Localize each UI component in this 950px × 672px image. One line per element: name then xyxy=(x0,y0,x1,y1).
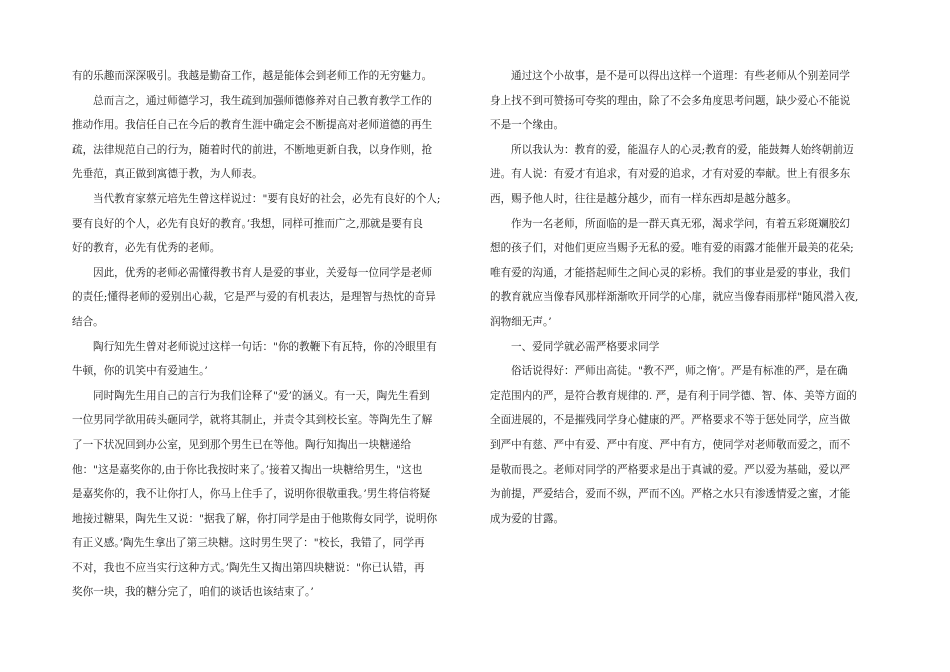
text-line: 有正义感。’陶先生拿出了第三块糖。这时男生哭了："校长，我错了，同学再 xyxy=(72,537,425,550)
text-line: 先垂范，真正做到寓德于教，为人师表。 xyxy=(72,168,263,181)
text-line: 了一下状况回到办公室，见到那个男生已在等他。陶行知掏出一块糖递给 xyxy=(72,438,411,451)
text-line: 身上找不到可赞扬可夸奖的理由，除了不会多角度思考问题，缺少爱心不能说 xyxy=(490,94,851,107)
text-line: 好的教育，必先有优秀的老师。 xyxy=(72,242,221,255)
text-line: 润物细无声。’ xyxy=(490,315,552,328)
text-line: 是敬而畏之。老师对同学的严格要求是出于真诚的爱。严以爱为基础，爱以严 xyxy=(490,463,851,476)
text-line: 定范围内的严，是符合教育规律的. 严，是有利于同学德、智、体、美等方面的 xyxy=(490,389,857,402)
text-line: 推动作用。我信任自己在今后的教育生涯中确定会不断提高对老师道德的再生 xyxy=(72,119,433,132)
text-line: 进。有人说：有爱才有追求，有对爱的追求，才有对爱的奉献。世上有很多东 xyxy=(490,168,851,181)
text-line: 因此，优秀的老师必需懂得教书育人是爱的事业，关爱每一位同学是老师 xyxy=(93,266,432,279)
text-line: 一、爱同学就必需严格要求同学 xyxy=(511,340,660,353)
right-text-column xyxy=(490,64,874,531)
text-line: 要有良好的个人，必先有良好的教育。’我想，同样可推而广之,那就是要有良 xyxy=(72,217,424,230)
text-line: 的责任;懂得老师的爱别出心裁，它是严与爱的有机表达，是理智与热忱的奇异 xyxy=(72,291,436,304)
text-line: 牛顿，你的讥笑中有爱迪生。’ xyxy=(72,365,208,378)
text-line: 一位男同学欲用砖头砸同学，就将其制止，并责令其到校长室。等陶先生了解 xyxy=(72,414,433,427)
text-line: 同时陶先生用自己的言行为我们诠释了"爱’的涵义。有一天，陶先生看到 xyxy=(93,389,430,402)
text-line: 为前提，严爱结合，爱而不纵，严而不凶。严格之水只有渗透情爱之蜜，才能 xyxy=(490,488,851,501)
text-line: 总而言之，通过师德学习，我生疏到加强师德修养对自己教育教学工作的 xyxy=(93,94,432,107)
text-line: 全面进展的，不是摧残同学身心健康的严。严格要求不等于惩处同学，应当做 xyxy=(490,414,851,427)
text-line: 所以我认为：教育的爱，能温存人的心灵;教育的爱，能鼓舞人始终朝前迈 xyxy=(511,143,854,156)
text-line: 的教育就应当像春风那样渐渐吹开同学的心扉，就应当像春雨那样"随风潜入夜, xyxy=(490,291,859,304)
text-line: 西，赐予他人时，往往是越分越少，而有一样东西却是越分越多。 xyxy=(490,192,798,205)
text-line: 是嘉奖你的，我不让你打人，你马上住手了，说明你很敬重我。’男生将信将疑 xyxy=(72,488,431,501)
text-line: 疏，法律规范自己的行为，随着时代的前进，不断地更新自我，以身作则，抢 xyxy=(72,143,433,156)
text-line: 唯有爱的沟通，才能搭起师生之间心灵的彩桥。我们的事业是爱的事业，我们 xyxy=(490,266,851,279)
text-line: 想的孩子们，对他们更应当赐予无私的爱。唯有爱的雨露才能催开最美的花朵; xyxy=(490,242,854,255)
text-line: 成为爱的甘露。 xyxy=(490,512,565,525)
text-line: 结合。 xyxy=(72,315,104,328)
text-line: 陶行知先生曾对老师说过这样一句话："你的教鞭下有瓦特，你的冷眼里有 xyxy=(93,340,437,353)
text-line: 作为一名老师，所面临的是一群天真无邪，渴求学问，有着五彩斑斓胶幻 xyxy=(511,217,850,230)
text-line: 地接过糖果，陶先生又说："据我了解，你打同学是由于他欺侮女同学，说明你 xyxy=(72,512,438,525)
text-line: 不是一个缘由。 xyxy=(490,119,565,132)
text-line: 不对，我也不应当实行这种方式。’陶先生又掏出第四块糖说："你已认错，再 xyxy=(72,561,425,574)
text-line: 俗话说得好：严师出高徒。"教不严，师之惰’。严是有标准的严，是在确 xyxy=(511,365,848,378)
text-line: 当代教育家蔡元培先生曾这样说过："要有良好的社会，必先有良好的个人; xyxy=(93,192,441,205)
text-line: 有的乐趣而深深吸引。我越是勤奋工作，越是能体会到老师工作的无穷魅力。 xyxy=(72,70,433,82)
left-text-column xyxy=(72,64,459,605)
text-line: 通过这个小故事，是不是可以得出这样一个道理：有些老师从个别差同学 xyxy=(511,70,850,82)
text-line: 他："这是嘉奖你的,由于你比我按时来了。’接着又掏出一块糖给男生，"这也 xyxy=(72,463,423,476)
text-line: 奖你一块，我的糖分完了，咱们的谈话也该结束了。’ xyxy=(72,586,314,599)
text-line: 到严中有慈、严中有爱、严中有度、严中有方，使同学对老师敬而爱之，而不 xyxy=(490,438,851,451)
